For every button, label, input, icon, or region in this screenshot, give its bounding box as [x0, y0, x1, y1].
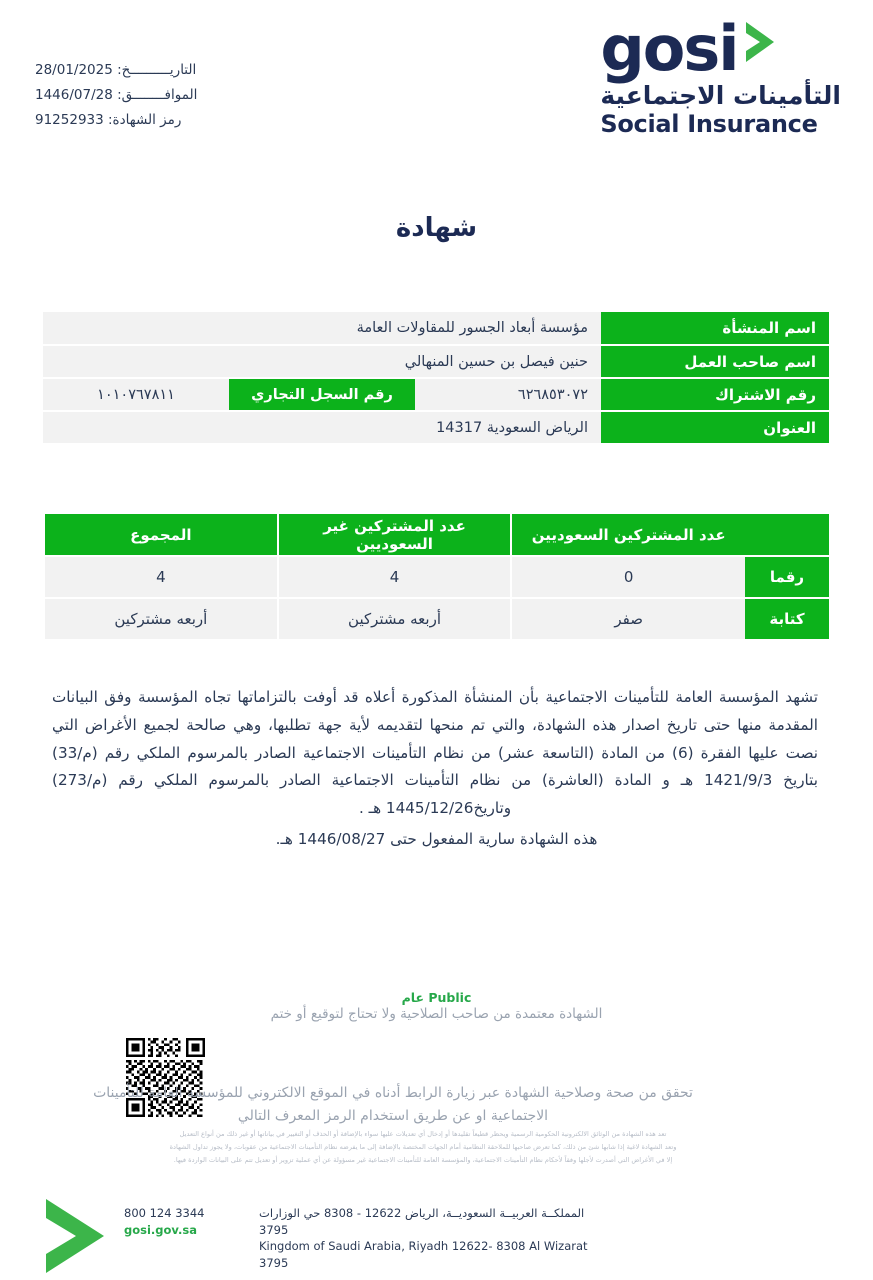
row-label-written: كتابة	[745, 598, 829, 640]
col-header-saudi: عدد المشتركين السعوديين	[511, 514, 745, 556]
footer-contact	[124, 1205, 254, 1240]
table-row	[43, 378, 829, 411]
chevron-right-icon	[38, 1195, 113, 1280]
cell-non-saudi-numeric: 4	[278, 556, 512, 598]
issue-date-row: التاريــــــــــخ: 28/01/2025	[35, 62, 197, 78]
cell-non-saudi-written: أربعه مشتركين	[278, 598, 512, 640]
disclaimer-line-2: وتعد الشهادة لاغية إذا شابها شئ من ذلك، كما تعرض صاحبها للملاحقة النظامية أمام الجهات المختصة بالإضافة إلى ما يفرضه نظام التأمينات الاجتماعية من عقوبات، ولا يجوز تداول الشهادة	[169, 1142, 677, 1151]
legal-disclaimer	[28, 1128, 818, 1167]
row-label-address: العنوان	[601, 411, 829, 444]
disclaimer-line-3: إلا في الأغراض التي أصدرت لأجلها وفقاً لأحكام نظام التأمينات الاجتماعية، والمؤسسة العامة للتأمينات الاجتماعية غير مسؤولة عن أي عملية تزوير أو تعديل تتم على البيانات الواردة فيها.	[173, 1155, 673, 1164]
certificate-code-row: رمز الشهادة: 91252933	[35, 112, 182, 128]
footer-website[interactable]: gosi.gov.sa	[124, 1223, 197, 1238]
table-header-row	[44, 514, 829, 556]
cell-saudi-written: صفر	[511, 598, 745, 640]
row-label-employer-name: اسم صاحب العمل	[601, 345, 829, 378]
disclaimer-line-1: تعد هذه الشهادة من الوثائق الالكترونية الحكومية الرسمية ويحظر قطيعاً تقليدها أو إدخال أي تعديلات عليها سواء بالإضافة أو الحذف أو التغيير في بياناتها أو غير ذلك من أنواع التعديل	[179, 1130, 667, 1138]
footer-phone: 800 124 3344	[124, 1206, 205, 1220]
cell-total-numeric: 4	[44, 556, 278, 598]
logo-english-name: Social Insurance	[600, 109, 818, 138]
col-header-non-saudi: عدد المشتركين غير السعوديين	[278, 514, 512, 556]
cell-saudi-numeric: 0	[511, 556, 745, 598]
hijri-date-row: الموافــــــــق: 1446/07/28	[35, 87, 198, 103]
classification-label: Public عام	[401, 990, 472, 1005]
gosi-logo	[600, 12, 841, 138]
row-value-establishment-name: مؤسسة أبعاد الجسور للمقاولات العامة	[43, 312, 601, 345]
row-value-employer-name: حنين فيصل بن حسين المنهالي	[43, 345, 601, 378]
establishment-info-table	[43, 312, 829, 445]
no-signature-notice: الشهادة معتمدة من صاحب الصلاحية ولا تحتاج لتوقيع أو ختم	[270, 1006, 603, 1022]
footer-address	[259, 1205, 611, 1272]
certificate-body-paragraph: تشهد المؤسسة العامة للتأمينات الاجتماعية بأن المنشأة المذكورة أعلاه قد أوفت بالتزاماتها تجاه المؤسسة وفق البيانات المقدمة منها حتى تاريخ اصدار هذه الشهادة، والتي تم منحها لتقديمه لأية جهة تطلبها، وهي صالحة لجميع الأغراض التي نصت عليها الفقرة (6) من المادة (التاسعة عشر) من نظام التأمينات الاجتماعية الصادر بالمرسوم الملكي رقم (م/33) بتاريخ 1421/9/3 هـ و المادة (العاشرة) من نظام التأمينات الاجتماعية الصادر بالمرسوم الملكي رقم (م/273) وتاريخ1445/12/26 هـ .	[52, 688, 818, 818]
logo-wordmark: gosi	[600, 12, 738, 86]
chevron-right-icon	[740, 18, 784, 70]
cell-total-written: أربعه مشتركين	[44, 598, 278, 640]
row-value-address: الرياض السعودية 14317	[43, 411, 601, 444]
header-meta	[35, 62, 197, 137]
table-row	[43, 312, 829, 345]
table-row	[43, 411, 829, 444]
row-value-commercial-register: ١٠١٠٧٦٧٨١١	[43, 378, 229, 411]
footer-address-english: Kingdom of Saudi Arabia, Riyadh 12622- 8308 Al Wizarat 3795	[259, 1239, 588, 1271]
row-value-subscription-number: ٦٢٦٨٥٣٠٧٢	[415, 378, 601, 411]
validity-statement: هذه الشهادة سارية المفعول حتى 1446/08/27 هـ.	[275, 830, 598, 848]
verification-instructions: تحقق من صحة وصلاحية الشهادة عبر زيارة الرابط أدناه في الموقع الالكتروني للمؤسسة العامة للتأمينات الاجتماعية او عن طريق استخدام الرمز المعرف التالي	[93, 1085, 693, 1124]
subscriber-count-table	[43, 514, 829, 641]
col-header-total: المجموع	[44, 514, 278, 556]
table-row	[43, 345, 829, 378]
table-row	[44, 556, 829, 598]
table-corner-cell	[745, 514, 829, 556]
row-label-establishment-name: اسم المنشأة	[601, 312, 829, 345]
page-footer	[0, 1203, 873, 1280]
footer-address-arabic: المملكــة العربيــة السعوديــة، الرياض 12622 - 8308 حي الوزارات 3795	[259, 1206, 585, 1237]
logo-wordmark-row	[600, 12, 841, 86]
page-title: شهادة	[395, 213, 478, 243]
row-label-subscription-number: رقم الاشتراك	[601, 378, 829, 411]
row-label-numeric: رقما	[745, 556, 829, 598]
page-header	[0, 0, 873, 170]
row-label-commercial-register: رقم السجل التجاري	[229, 378, 415, 411]
logo-arabic-name: التأمينات الاجتماعية	[600, 81, 841, 110]
table-row	[44, 598, 829, 640]
